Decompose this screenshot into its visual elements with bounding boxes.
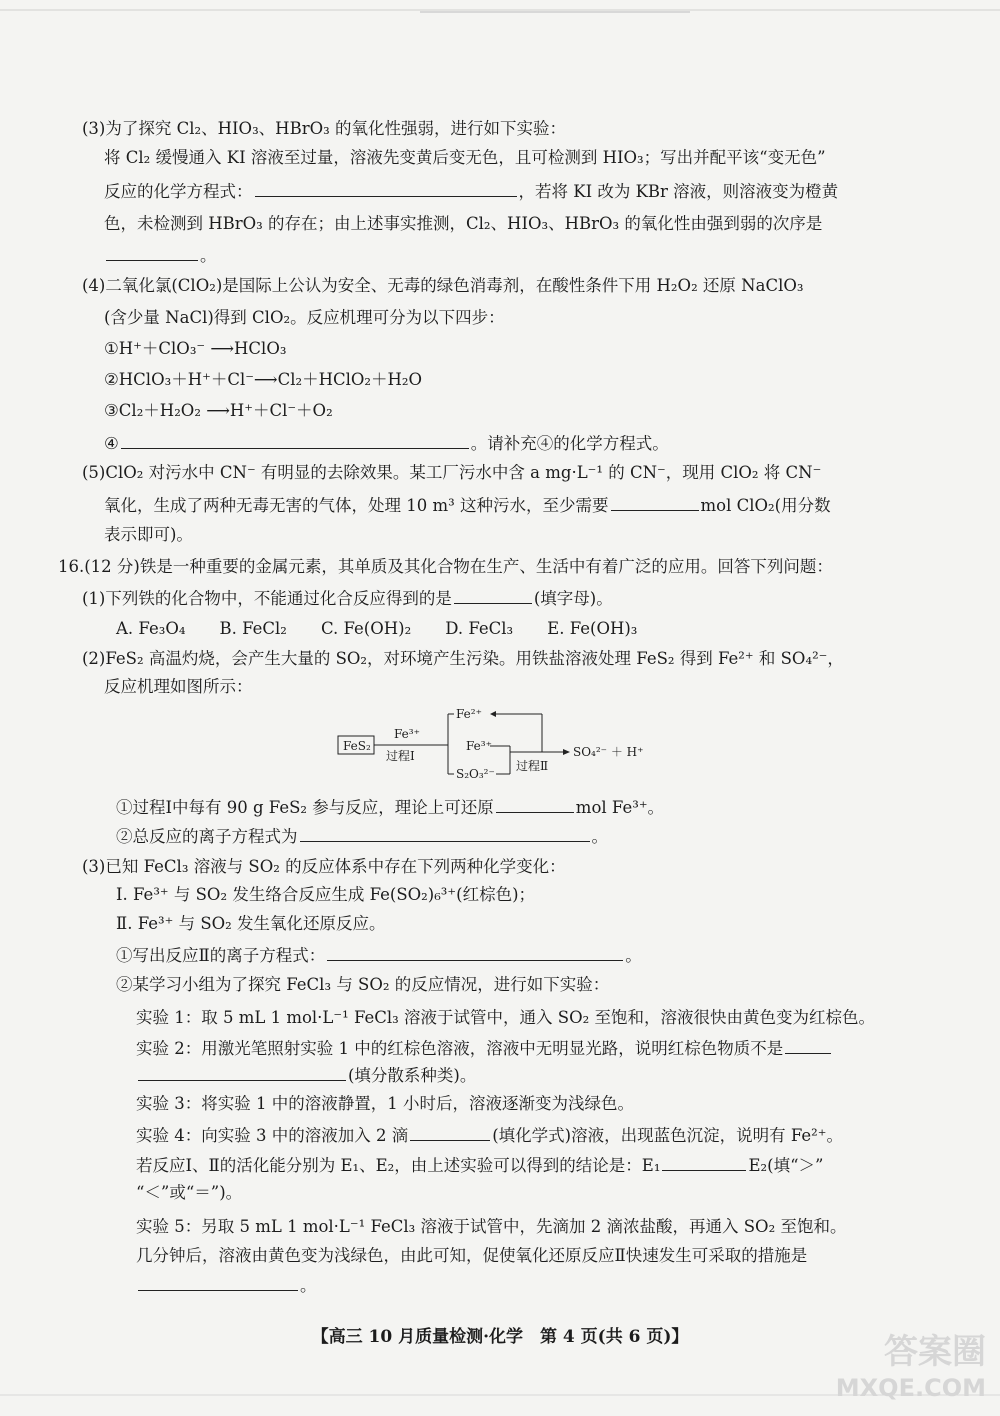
product-label: SO₄²⁻ ＋ H⁺ [573, 745, 644, 759]
option-b: B. FeCl₂ [219, 619, 287, 638]
q16-2-sub1b: mol Fe³⁺。 [575, 798, 665, 817]
option-e: E. Fe(OH)₃ [547, 619, 638, 638]
answer-blank[interactable] [454, 587, 532, 604]
q15-3-l3a: 反应的化学方程式： [104, 182, 253, 201]
process-2-label: 过程Ⅱ [516, 759, 549, 773]
q16-1b: (填字母)。 [533, 589, 613, 608]
experiment-5-line1: 实验 5：另取 5 mL 1 mol·L⁻¹ FeCl₃ 溶液于试管中，先滴加 2 滴浓盐酸，再通入 SO₂ 至饱和。 [136, 1217, 847, 1236]
q16-3-reaction-1: Ⅰ. Fe³⁺ 与 SO₂ 发生络合反应生成 Fe(SO₂)₆³⁺(红棕色)； [116, 885, 536, 904]
q16-3-sub1 [116, 944, 642, 967]
experiment-4-line2 [136, 1154, 823, 1177]
answer-blank[interactable] [121, 432, 469, 449]
experiment-2-line1 [136, 1037, 833, 1060]
experiment-4c: 若反应Ⅰ、Ⅱ的活化能分别为 E₁、E₂，由上述实验可以得到的结论是：E₁ [136, 1156, 661, 1175]
q16-3-line1: (3)已知 FeCl₃ 溶液与 SO₂ 的反应体系中存在下列两种化学变化： [82, 857, 566, 876]
answer-blank[interactable] [496, 796, 574, 813]
fes2-label: FeS₂ [343, 739, 371, 753]
q16-3-reaction-2: Ⅱ. Fe³⁺ 与 SO₂ 发生氧化还原反应。 [116, 914, 386, 933]
answer-blank[interactable] [300, 825, 590, 842]
q15-5-line3: 表示即可)。 [104, 525, 193, 544]
q15-4-step4 [104, 432, 669, 455]
q16-2-line1: (2)FeS₂ 高温灼烧，会产生大量的 SO₂，对环境产生污染。用铁盐溶液处理 FeS₂ 得到 Fe²⁺ 和 SO₄²⁻， [82, 649, 844, 668]
experiment-3: 实验 3：将实验 1 中的溶液静置，1 小时后，溶液逐渐变为浅绿色。 [136, 1094, 634, 1113]
answer-blank[interactable] [138, 1064, 346, 1081]
answer-blank[interactable] [255, 180, 517, 197]
q16-1 [82, 587, 613, 610]
experiment-2b: (填分散系种类)。 [348, 1066, 477, 1085]
scan-edge-top [0, 6, 1000, 20]
q16-2-sub1 [116, 796, 664, 819]
q15-3-line1: (3)为了探究 Cl₂、HIO₃、HBrO₃ 的氧化性强弱，进行如下实验： [82, 119, 566, 138]
process-1-label: 过程Ⅰ [386, 749, 415, 763]
q16-2-sub2b: 。 [591, 827, 608, 846]
q15-3-l3b: ，若将 KI 改为 KBr 溶液，则溶液变为橙黄 [518, 182, 839, 201]
q15-4-step1: ①H⁺＋ClO₃⁻ ⟶HClO₃ [104, 339, 287, 358]
q15-5-line1: (5)ClO₂ 对污水中 CN⁻ 有明显的去除效果。某工厂污水中含 a mg·L⁻¹ 的 CN⁻，现用 ClO₂ 将 CN⁻ [82, 463, 822, 482]
q15-3-line2: 将 Cl₂ 缓慢通入 KI 溶液至过量，溶液先变黄后变无色，且可检测到 HIO₃；写出并配平该“变无色” [104, 148, 826, 167]
watermark-line2: MXQE.COM [835, 1374, 986, 1402]
q15-4-line2: (含少量 NaCl)得到 ClO₂。反应机理可分为以下四步： [104, 308, 505, 327]
answer-blank[interactable] [138, 1274, 298, 1291]
q16-2-line2: 反应机理如图所示： [104, 677, 253, 696]
q16-3-sub1a: ①写出反应Ⅱ的离子方程式： [116, 946, 326, 965]
s2o3-label: S₂O₃²⁻ [456, 767, 495, 781]
watermark [836, 1334, 986, 1406]
q15-4-step2: ②HClO₃＋H⁺＋Cl⁻⟶Cl₂＋HClO₂＋H₂O [104, 370, 423, 389]
experiment-5c: 。 [300, 1276, 317, 1295]
answer-blank[interactable] [611, 494, 699, 511]
experiment-5-line3 [136, 1274, 317, 1297]
q15-3-line3 [104, 180, 838, 203]
answer-blank[interactable] [106, 244, 198, 261]
experiment-2a: 实验 2：用激光笔照射实验 1 中的红棕色溶液，溶液中无明显光路，说明红棕色物质不是 [136, 1039, 784, 1058]
option-d: D. FeCl₃ [445, 619, 514, 638]
experiment-4d: E₂(填“＞” [748, 1156, 824, 1175]
option-c: C. Fe(OH)₂ [320, 619, 412, 638]
experiment-4a: 实验 4：向实验 3 中的溶液加入 2 滴 [136, 1126, 409, 1145]
q15-5-l2a: 氧化，生成了两种无毒无害的气体，处理 10 m³ 这种污水，至少需要 [104, 496, 609, 515]
experiment-4-line1 [136, 1124, 843, 1147]
experiment-1: 实验 1：取 5 mL 1 mol·L⁻¹ FeCl₃ 溶液于试管中，通入 SO₂ 至饱和，溶液很快由黄色变为红棕色。 [136, 1008, 875, 1027]
q15-4-step3: ③Cl₂＋H₂O₂ ⟶H⁺＋Cl⁻＋O₂ [104, 401, 333, 420]
q16-2-sub2 [116, 825, 608, 848]
q16-2-sub1a: ①过程Ⅰ中每有 90 g FeS₂ 参与反应，理论上可还原 [116, 798, 494, 817]
reaction-mechanism-diagram [330, 700, 670, 790]
q15-3-line5 [104, 244, 217, 267]
q16-3-sub1b: 。 [625, 946, 642, 965]
q16-3-sub2: ②某学习小组为了探究 FeCl₃ 与 SO₂ 的反应情况，进行如下实验： [116, 975, 610, 994]
experiment-4-line3: “＜”或“＝”)。 [136, 1183, 243, 1202]
watermark-line1: 答案圈 [884, 1332, 986, 1372]
q15-3-l5: 。 [200, 246, 217, 265]
answer-blank[interactable] [785, 1037, 831, 1054]
fe2-label: Fe²⁺ [456, 707, 482, 721]
q15-3-line4: 色，未检测到 HBrO₃ 的存在；由上述事实推测，Cl₂、HIO₃、HBrO₃ 的氧化性由强到弱的次序是 [104, 214, 823, 233]
q15-5-l2b: mol ClO₂(用分数 [700, 496, 831, 515]
experiment-2-line2 [136, 1064, 476, 1087]
q16-2-sub2a: ②总反应的离子方程式为 [116, 827, 298, 846]
answer-blank[interactable] [662, 1154, 746, 1171]
q15-4-s4a: ④ [104, 434, 119, 453]
option-a: A. Fe₃O₄ [116, 619, 186, 638]
page-footer: 【高三 10 月质量检测·化学 第 4 页(共 6 页)】 [311, 1327, 689, 1347]
q16-1-options [116, 618, 671, 640]
experiment-5-line2: 几分钟后，溶液由黄色变为浅绿色，由此可知，促使氧化还原反应Ⅱ快速发生可采取的措施是 [136, 1246, 808, 1265]
answer-blank[interactable] [327, 944, 623, 961]
fe3-left-label: Fe³⁺ [394, 727, 420, 741]
q15-5-line2 [104, 494, 831, 517]
experiment-4b: (填化学式)溶液，出现蓝色沉淀，说明有 Fe²⁺。 [492, 1126, 843, 1145]
q16-1a: (1)下列铁的化合物中，不能通过化合反应得到的是 [82, 589, 452, 608]
q15-4-line1: (4)二氧化氯(ClO₂)是国际上公认为安全、无毒的绿色消毒剂，在酸性条件下用 H₂O₂ 还原 NaClO₃ [82, 276, 804, 295]
fe3-mid-label: Fe³⁺ [466, 739, 492, 753]
q15-4-s4b: 。请补充④的化学方程式。 [470, 434, 669, 453]
q16-heading: 16.(12 分)铁是一种重要的金属元素，其单质及其化合物在生产、生活中有着广泛的应用。回答下列问题： [58, 557, 833, 576]
answer-blank[interactable] [410, 1124, 490, 1141]
